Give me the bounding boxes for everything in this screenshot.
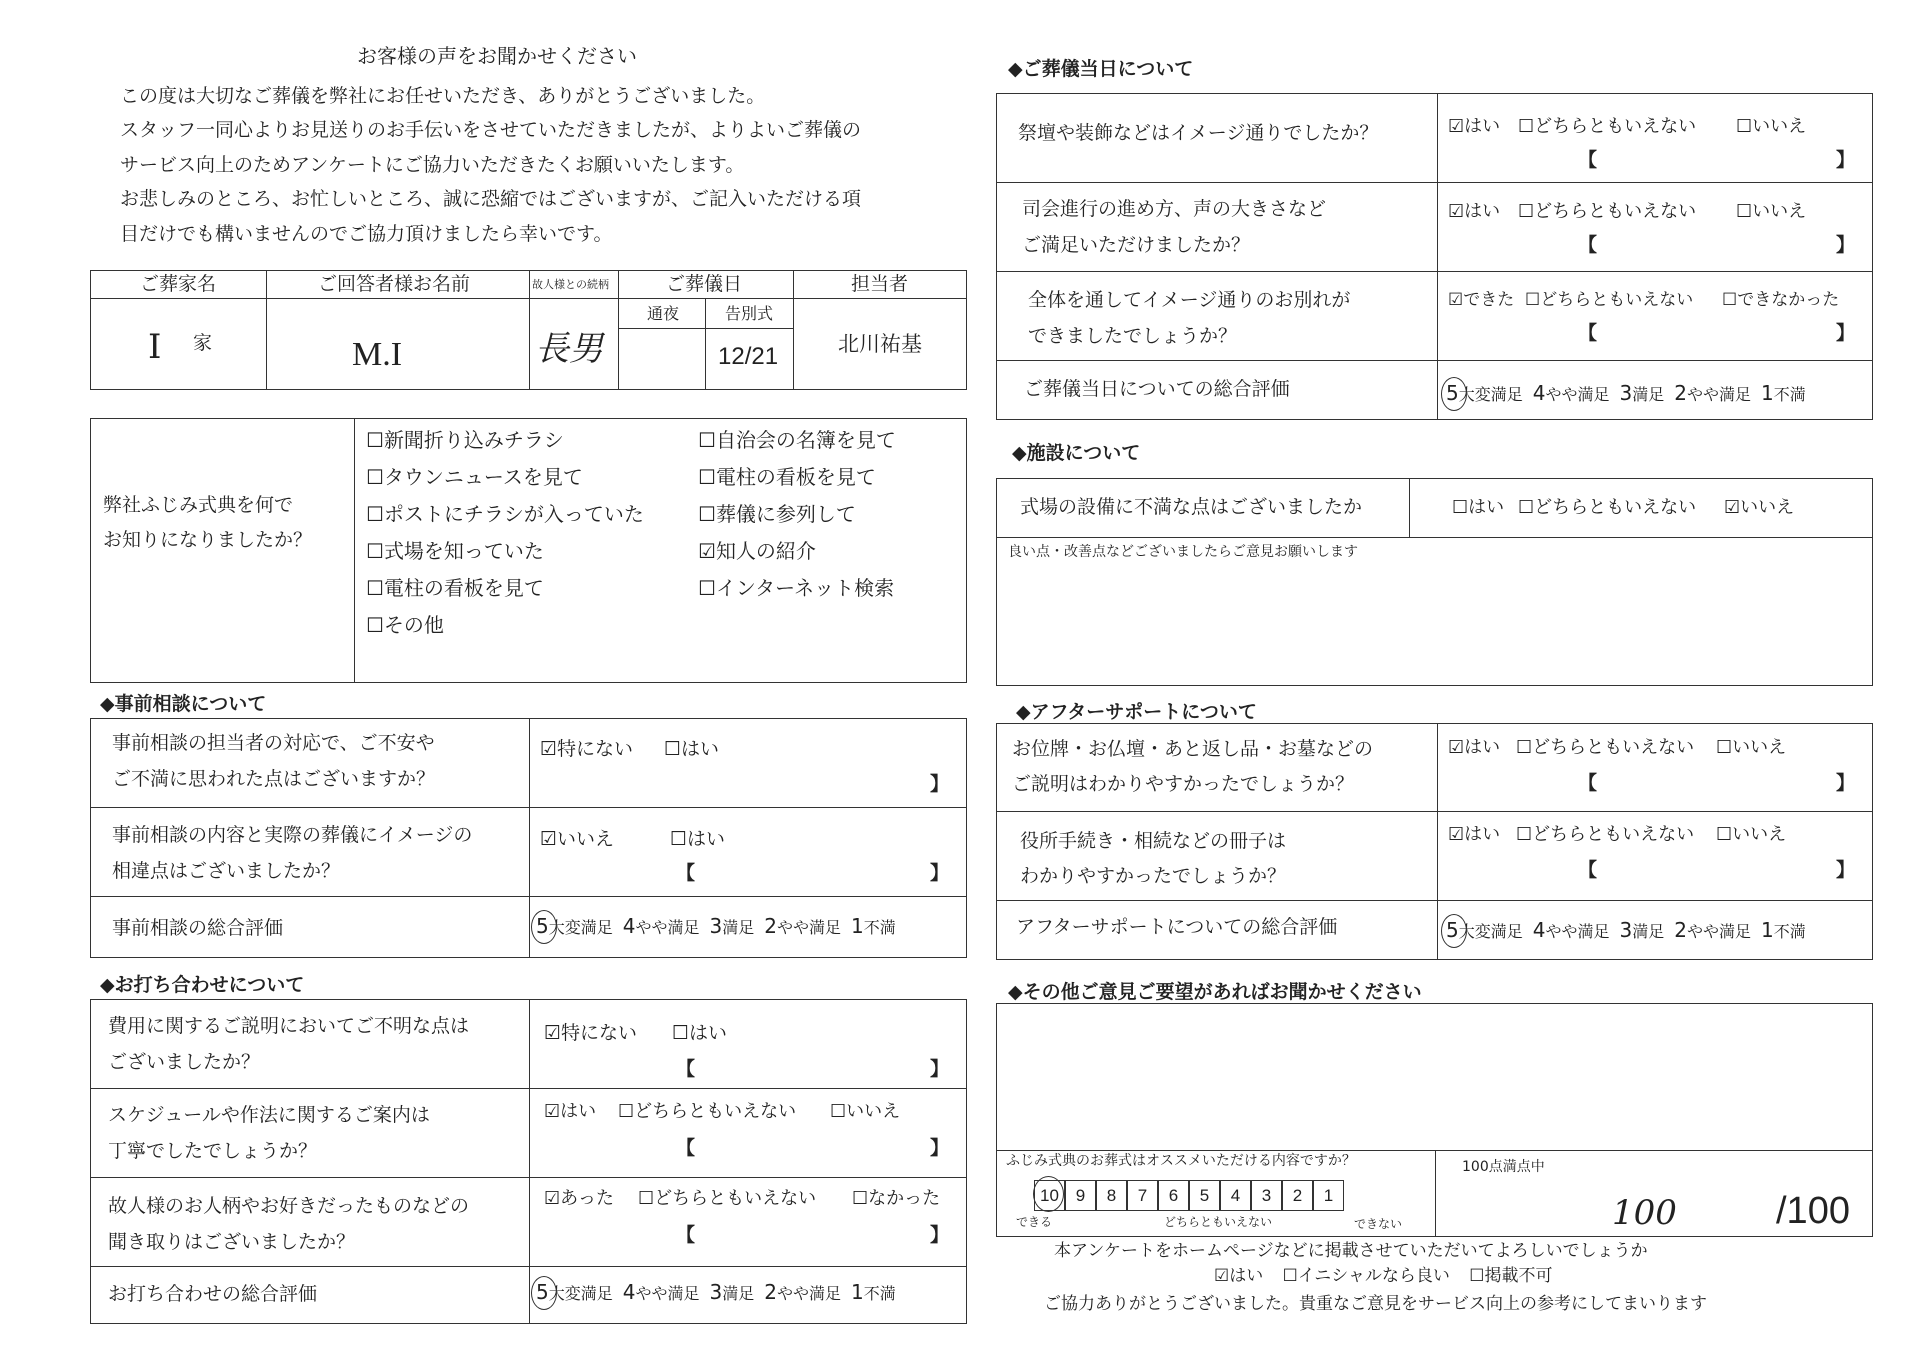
meeting-q2-line-1: スケジュールや作法に関するご案内は <box>108 1104 430 1126</box>
scale-box-9[interactable]: 9 <box>1065 1180 1096 1211</box>
header-respondent: ご回答者様お名前 <box>318 273 471 295</box>
meeting-q3-answer-c-label: なかった <box>868 1188 941 1209</box>
meeting-heading: ◆お打ち合わせについて <box>100 974 305 996</box>
dayof-q3-answer-a[interactable] <box>1448 292 1514 309</box>
dayof-q2-answer-neutral-checkbox[interactable]: ☐ <box>1518 201 1535 222</box>
header-funeral-date: ご葬儀日 <box>666 273 743 295</box>
consult-rating-number-5: 5 <box>536 914 549 938</box>
scale-right-label: できない <box>1354 1217 1403 1231</box>
source-option-6-label: その他 <box>383 613 444 637</box>
consult-q1-answer-b-label: はい <box>681 738 720 760</box>
after-rating-label-3: 満足 <box>1632 922 1665 941</box>
consult-q2-answer-a-label: いいえ <box>557 828 615 850</box>
scale-mid-label: どちらともいえない <box>1164 1215 1273 1229</box>
after-rating-number-3: 3 <box>1619 918 1633 942</box>
meeting-q1-answer-a[interactable] <box>544 1024 637 1043</box>
after-q2-answer-yes-checkbox[interactable]: ☑ <box>1448 824 1465 845</box>
facility-answer-yes[interactable] <box>1452 499 1504 517</box>
header-wake: 通夜 <box>647 304 680 323</box>
source-option-8[interactable] <box>698 467 876 487</box>
facility-heading: ◆施設について <box>1012 442 1141 464</box>
consult-rating-label-1: 不満 <box>863 918 896 937</box>
meeting-q3-bracket-open: 【 <box>676 1224 696 1246</box>
publish-no-label: 掲載不可 <box>1484 1266 1553 1286</box>
after-q2-answer-neutral[interactable] <box>1516 826 1694 844</box>
source-option-9-checkbox[interactable]: ☐ <box>698 502 716 526</box>
meeting-q3-answer-c-checkbox[interactable]: ☐ <box>852 1188 869 1209</box>
source-option-3[interactable] <box>366 504 644 524</box>
dayof-q3-answer-c-checkbox[interactable]: ☐ <box>1722 290 1738 310</box>
meeting-rating-label-2: やや満足 <box>776 1284 841 1303</box>
dayof-q2-answer-yes-checkbox[interactable]: ☑ <box>1448 201 1465 222</box>
source-option-3-checkbox[interactable]: ☐ <box>366 502 384 526</box>
source-option-5[interactable] <box>366 578 544 598</box>
meeting-q3-answer-b[interactable] <box>638 1190 816 1208</box>
dayof-q2-answer-yes-label: はい <box>1464 201 1501 222</box>
meeting-q2-answer-a-label: はい <box>560 1101 597 1122</box>
meeting-q2-answer-c[interactable] <box>830 1103 900 1121</box>
source-option-1[interactable] <box>366 430 564 450</box>
dayof-rating-option-1[interactable] <box>1761 381 1806 405</box>
source-option-7[interactable] <box>698 430 896 450</box>
meeting-rating-label-4: やや満足 <box>635 1284 700 1303</box>
source-option-1-label: 新聞折り込みチラシ <box>383 428 564 452</box>
consult-q1-answer-b[interactable] <box>664 740 719 759</box>
scale-box-1[interactable]: 1 <box>1313 1180 1344 1211</box>
dayof-q2-answer-no-label: いいえ <box>1752 201 1807 222</box>
meeting-q3-answer-a-checkbox[interactable]: ☑ <box>544 1188 561 1209</box>
other-heading: ◆その他ご意見ご要望があればお聞かせください <box>1008 981 1422 1003</box>
meeting-q1-bracket-close: 】 <box>930 1058 950 1080</box>
source-option-2-label: タウンニュースを見て <box>383 465 583 489</box>
dayof-rating-label-1: 不満 <box>1773 385 1806 404</box>
publish-yes-label: はい <box>1229 1266 1264 1286</box>
header-funeral-ceremony: 告別式 <box>725 304 774 323</box>
dayof-q3-bracket-open: 【 <box>1578 322 1598 344</box>
consult-q2-answer-b-checkbox[interactable]: ☐ <box>670 828 688 850</box>
source-option-8-checkbox[interactable]: ☐ <box>698 465 716 489</box>
dayof-rating-option-2[interactable] <box>1674 381 1751 405</box>
publish-initial-box[interactable]: ☐ <box>1282 1266 1298 1286</box>
after-rating-option-3[interactable] <box>1619 918 1665 942</box>
consult-q1-line-1: 事前相談の担当者の対応で、ご不安や <box>112 732 435 754</box>
source-option-7-label: 自治会の名簿を見て <box>715 428 896 452</box>
dayof-q2-line-1: 司会進行の進め方、声の大きさなど <box>1022 198 1327 220</box>
consult-rating-option-4[interactable] <box>622 914 700 938</box>
funeral-date-value: 12/21 <box>718 343 779 370</box>
meeting-q1-answer-a-label: 特にない <box>561 1022 638 1044</box>
dayof-rating-selected-circle-icon <box>1441 377 1467 411</box>
consult-heading: ◆事前相談について <box>100 693 267 715</box>
after-q2-bracket-open: 【 <box>1578 859 1598 881</box>
meeting-q3-answer-b-checkbox[interactable]: ☐ <box>638 1188 655 1209</box>
intro-line-2: スタッフ一同心よりお見送りのお手伝いをさせていただきましたが、よりよいご葬儀の <box>120 119 862 141</box>
facility-answer-neutral-checkbox[interactable]: ☐ <box>1518 497 1535 518</box>
respondent-name: M.I <box>352 336 403 373</box>
after-q2-answer-neutral-label: どちらともいえない <box>1532 824 1695 845</box>
meeting-rating-number-2: 2 <box>764 1280 777 1304</box>
scale-box-4[interactable]: 4 <box>1220 1180 1251 1211</box>
meeting-q3-answer-c[interactable] <box>852 1190 940 1208</box>
dayof-rating-label-3: 満足 <box>1632 385 1665 404</box>
meeting-q2-answer-c-label: いいえ <box>846 1101 901 1122</box>
after-q3: アフターサポートについての総合評価 <box>1016 916 1338 938</box>
meeting-q2-answer-b-checkbox[interactable]: ☐ <box>618 1101 635 1122</box>
source-option-10-label: 知人の紹介 <box>715 539 816 563</box>
after-q1-answer-no-checkbox[interactable]: ☐ <box>1716 737 1733 758</box>
after-rating-label-1: 不満 <box>1773 922 1806 941</box>
dayof-q1-answer-yes-label: はい <box>1464 116 1501 137</box>
after-heading: ◆アフターサポートについて <box>1016 701 1257 723</box>
meeting-rating-number-5: 5 <box>536 1280 549 1304</box>
header-family: ご葬家名 <box>140 273 217 295</box>
dayof-rating-label-4: やや満足 <box>1545 385 1610 404</box>
scale-left-label: できる <box>1016 1215 1053 1229</box>
after-rating-selected-circle-icon <box>1441 914 1467 948</box>
recommend-question: ふじみ式典のお葬式はオススメいただける内容ですか？ <box>1006 1153 1356 1169</box>
consult-q2-bracket-open: 【 <box>676 862 696 884</box>
scale-selected-circle-icon <box>1033 1176 1064 1212</box>
source-option-4[interactable] <box>366 541 544 561</box>
dayof-q2-line-2: ご満足いただけましたか？ <box>1022 234 1251 256</box>
consult-rating-option-2[interactable] <box>764 914 841 938</box>
facility-note: 良い点・改善点などございましたらご意見お願いします <box>1008 544 1358 560</box>
source-option-6[interactable] <box>366 615 444 635</box>
after-q1-line-2: ご説明はわかりやすかったでしょうか？ <box>1012 773 1355 795</box>
family-initial: I <box>148 327 162 367</box>
source-option-6-checkbox[interactable]: ☐ <box>366 613 384 637</box>
consult-q2-answer-a[interactable] <box>540 830 614 849</box>
dayof-q1-answer-neutral-label: どちらともいえない <box>1534 116 1697 137</box>
after-rating <box>1446 920 1806 941</box>
meeting-q2-answer-a[interactable] <box>544 1103 596 1121</box>
header-staff: 担当者 <box>851 273 909 295</box>
meeting-q3-bracket-close: 】 <box>930 1224 950 1246</box>
consult-q1-bracket-close: 】 <box>930 773 950 795</box>
consult-rating-option-5[interactable] <box>536 914 613 938</box>
source-question-line-1: 弊社ふじみ式典を何で <box>103 494 294 516</box>
dayof-q2-bracket-open: 【 <box>1578 234 1598 256</box>
consult-rating-label-4: やや満足 <box>635 918 700 937</box>
meeting-rating-number-3: 3 <box>709 1280 723 1304</box>
meeting-q4: お打ち合わせの総合評価 <box>108 1283 318 1305</box>
meeting-q2-answer-a-checkbox[interactable]: ☑ <box>544 1101 561 1122</box>
consult-rating-number-1: 1 <box>851 914 864 938</box>
meeting-rating <box>536 1282 896 1303</box>
meeting-q1-answer-b[interactable] <box>672 1024 727 1043</box>
source-option-4-label: 式場を知っていた <box>383 539 544 563</box>
dayof-rating-number-2: 2 <box>1674 381 1687 405</box>
meeting-rating-label-5: 大変満足 <box>548 1284 613 1303</box>
meeting-rating-option-3[interactable] <box>709 1280 755 1304</box>
dayof-q1-answer-no-checkbox[interactable]: ☐ <box>1736 116 1753 137</box>
scale-box-5[interactable]: 5 <box>1189 1180 1220 1211</box>
scale-box-8[interactable]: 8 <box>1096 1180 1127 1211</box>
facility-answer-no-checkbox[interactable]: ☑ <box>1724 497 1741 518</box>
after-q2-line-2: わかりやすかったでしょうか？ <box>1020 865 1287 887</box>
meeting-rating-number-1: 1 <box>851 1280 864 1304</box>
dayof-q2-answer-neutral[interactable] <box>1518 203 1696 221</box>
dayof-q2-answer-no[interactable] <box>1736 203 1806 221</box>
scale-box-10[interactable]: 10 <box>1034 1180 1065 1211</box>
consult-rating-number-3: 3 <box>709 914 723 938</box>
consult-rating <box>536 916 896 937</box>
scale-box-2[interactable]: 2 <box>1282 1180 1313 1211</box>
source-option-11-checkbox[interactable]: ☐ <box>698 576 716 600</box>
source-option-9-label: 葬儀に参列して <box>715 502 856 526</box>
consult-rating-label-2: やや満足 <box>776 918 841 937</box>
dayof-rating-option-3[interactable] <box>1619 381 1665 405</box>
meeting-q2-answer-b-label: どちらともいえない <box>634 1101 797 1122</box>
dayof-q3-answer-c-label: できなかった <box>1737 290 1840 310</box>
consult-q1-answer-a-checkbox[interactable]: ☑ <box>540 738 558 760</box>
intro-line-4: お悲しみのところ、お忙しいところ、誠に恐縮ではございますが、ご記入いただける項 <box>120 188 862 210</box>
after-rating-label-4: やや満足 <box>1545 922 1610 941</box>
score-label: 100点満点中 <box>1462 1159 1545 1175</box>
dayof-heading: ◆ご葬儀当日について <box>1008 58 1194 80</box>
dayof-q4: ご葬儀当日についての総合評価 <box>1024 378 1290 400</box>
dayof-q1-answer-yes[interactable] <box>1448 118 1500 136</box>
facility-answer-neutral-label: どちらともいえない <box>1534 497 1697 518</box>
intro-line-5: 目だけでも構いませんのでご協力頂けましたら幸いです。 <box>120 223 613 245</box>
meeting-rating-selected-circle-icon <box>531 1276 557 1310</box>
meeting-rating-number-4: 4 <box>622 1280 636 1304</box>
source-option-10-checkbox[interactable]: ☑ <box>698 539 716 563</box>
after-q1-line-1: お位牌・お仏壇・あと返し品・お墓などの <box>1012 738 1374 760</box>
after-q1-answer-yes[interactable] <box>1448 739 1500 757</box>
source-option-7-checkbox[interactable]: ☐ <box>698 428 716 452</box>
publish-yes-box[interactable]: ☑ <box>1214 1266 1230 1286</box>
consult-q2-answer-b-label: はい <box>687 828 726 850</box>
after-q1-answer-yes-label: はい <box>1464 737 1501 758</box>
consult-q2-bracket-close: 】 <box>930 862 950 884</box>
source-option-9[interactable] <box>698 504 856 524</box>
dayof-q2-answer-yes[interactable] <box>1448 203 1500 221</box>
after-q2-answer-neutral-checkbox[interactable]: ☐ <box>1516 824 1533 845</box>
source-option-3-label: ポストにチラシが入っていた <box>383 502 644 526</box>
dayof-q2-answer-no-checkbox[interactable]: ☐ <box>1736 201 1753 222</box>
consult-q2-answer-b[interactable] <box>670 830 725 849</box>
publish-question: 本アンケートをホームページなどに掲載させていただいてよろしいでしょうか <box>1054 1241 1648 1261</box>
scale-box-6[interactable]: 6 <box>1158 1180 1189 1211</box>
dayof-q1-bracket-open: 【 <box>1578 149 1598 171</box>
after-q1-answer-neutral[interactable] <box>1516 739 1694 757</box>
consult-q2-answer-a-checkbox[interactable]: ☑ <box>540 828 558 850</box>
dayof-q3-line-1: 全体を通してイメージ通りのお別れが <box>1028 289 1351 311</box>
consult-q1-line-2: ご不満に思われた点はございますか？ <box>112 768 436 790</box>
dayof-q3-bracket-close: 】 <box>1836 322 1856 344</box>
meeting-q2-bracket-close: 】 <box>930 1137 950 1159</box>
meeting-rating-option-5[interactable] <box>536 1280 613 1304</box>
after-rating-number-5: 5 <box>1446 918 1459 942</box>
family-suffix: 家 <box>193 332 213 354</box>
score-value: 100 <box>1612 1193 1677 1233</box>
consult-q2-line-2: 相違点はございましたか？ <box>112 860 341 882</box>
source-option-11[interactable] <box>698 578 894 598</box>
dayof-rating-number-5: 5 <box>1446 381 1459 405</box>
after-q1-answer-neutral-checkbox[interactable]: ☐ <box>1516 737 1533 758</box>
meeting-q2-answer-c-checkbox[interactable]: ☐ <box>830 1101 847 1122</box>
after-q2-answer-yes[interactable] <box>1448 826 1500 844</box>
after-rating-number-1: 1 <box>1761 918 1774 942</box>
dayof-q3-answer-c[interactable] <box>1722 292 1839 309</box>
consult-q3: 事前相談の総合評価 <box>112 917 284 939</box>
dayof-q3-answer-a-checkbox[interactable]: ☑ <box>1448 290 1464 310</box>
meeting-rating-option-2[interactable] <box>764 1280 841 1304</box>
source-option-10[interactable] <box>698 541 816 561</box>
source-option-8-label: 電柱の看板を見て <box>715 465 876 489</box>
meeting-q1-line-2: ございましたか？ <box>108 1051 261 1073</box>
publish-options <box>1214 1268 1553 1285</box>
consult-rating-selected-circle-icon <box>531 910 557 944</box>
after-q2-answer-no-checkbox[interactable]: ☐ <box>1716 824 1733 845</box>
meeting-q1-answer-b-checkbox[interactable]: ☐ <box>672 1022 690 1044</box>
after-q1-answer-yes-checkbox[interactable]: ☑ <box>1448 737 1465 758</box>
consult-q2-line-1: 事前相談の内容と実際の葬儀にイメージの <box>112 824 473 846</box>
consult-rating-number-4: 4 <box>622 914 636 938</box>
dayof-q1-bracket-close: 】 <box>1836 149 1856 171</box>
meeting-q1-line-1: 費用に関するご説明においてご不明な点は <box>108 1015 470 1037</box>
dayof-q1: 祭壇や装飾などはイメージ通りでしたか？ <box>1018 122 1379 144</box>
survey-title: お客様の声をお聞かせください <box>357 44 637 68</box>
after-rating-number-2: 2 <box>1674 918 1687 942</box>
after-q1-answer-no[interactable] <box>1716 739 1786 757</box>
dayof-q1-answer-no[interactable] <box>1736 118 1806 136</box>
dayof-rating <box>1446 383 1806 404</box>
after-rating-number-4: 4 <box>1532 918 1546 942</box>
facility-answer-yes-label: はい <box>1468 497 1505 518</box>
facility-answer-neutral[interactable] <box>1518 499 1696 517</box>
after-rating-option-2[interactable] <box>1674 918 1751 942</box>
meeting-q3-line-2: 聞き取りはございましたか？ <box>108 1231 356 1253</box>
after-rating-option-4[interactable] <box>1532 918 1610 942</box>
source-option-5-label: 電柱の看板を見て <box>383 576 544 600</box>
source-option-2[interactable] <box>366 467 583 487</box>
source-option-5-checkbox[interactable]: ☐ <box>366 576 384 600</box>
consult-rating-option-3[interactable] <box>709 914 755 938</box>
header-relation: 故人様との続柄 <box>532 278 609 291</box>
dayof-rating-number-3: 3 <box>1619 381 1633 405</box>
meeting-q3-answer-b-label: どちらともいえない <box>654 1188 817 1209</box>
dayof-q3-answer-b-checkbox[interactable]: ☐ <box>1525 290 1541 310</box>
dayof-rating-option-5[interactable] <box>1446 381 1523 405</box>
after-q1-bracket-open: 【 <box>1578 772 1598 794</box>
consult-rating-number-2: 2 <box>764 914 777 938</box>
meeting-q2-bracket-open: 【 <box>676 1137 696 1159</box>
score-max: /100 <box>1776 1190 1850 1232</box>
facility-q1: 式場の設備に不満な点はございましたか <box>1020 496 1363 518</box>
publish-initial-label: イニシャルなら良い <box>1297 1266 1450 1286</box>
dayof-q2-bracket-close: 】 <box>1836 234 1856 256</box>
after-q2-answer-yes-label: はい <box>1464 824 1501 845</box>
dayof-q1-answer-no-label: いいえ <box>1752 116 1807 137</box>
consult-q1-answer-b-checkbox[interactable]: ☐ <box>664 738 682 760</box>
dayof-q1-answer-yes-checkbox[interactable]: ☑ <box>1448 116 1465 137</box>
after-rating-label-2: やや満足 <box>1686 922 1751 941</box>
meeting-rating-option-1[interactable] <box>851 1280 896 1304</box>
after-q2-bracket-close: 】 <box>1836 859 1856 881</box>
meeting-rating-option-4[interactable] <box>622 1280 700 1304</box>
consult-q1-answer-a[interactable] <box>540 740 633 759</box>
after-q1-answer-no-label: いいえ <box>1732 737 1787 758</box>
dayof-rating-number-1: 1 <box>1761 381 1774 405</box>
after-q2-answer-no-label: いいえ <box>1732 824 1787 845</box>
dayof-q3-answer-a-label: できた <box>1463 290 1515 310</box>
meeting-q3-answer-a[interactable] <box>544 1190 614 1208</box>
publish-no-box[interactable]: ☐ <box>1469 1266 1485 1286</box>
dayof-q1-answer-neutral[interactable] <box>1518 118 1696 136</box>
dayof-q1-answer-neutral-checkbox[interactable]: ☐ <box>1518 116 1535 137</box>
dayof-q3-line-2: できましたでしょうか？ <box>1028 325 1238 347</box>
dayof-q2-answer-neutral-label: どちらともいえない <box>1534 201 1697 222</box>
source-question-line-2: お知りになりましたか？ <box>103 529 313 551</box>
dayof-rating-label-2: やや満足 <box>1686 385 1751 404</box>
thanks-message: ご協力ありがとうございました。貴重なご意見をサービス向上の参考にしてまいります <box>1044 1294 1707 1314</box>
staff-name: 北川祐基 <box>838 332 922 356</box>
meeting-q3-answer-a-label: あった <box>560 1188 614 1209</box>
meeting-q2-line-2: 丁寧でしたでしょうか？ <box>108 1140 318 1162</box>
after-q2-answer-no[interactable] <box>1716 826 1786 844</box>
consult-rating-label-5: 大変満足 <box>548 918 613 937</box>
after-rating-label-5: 大変満足 <box>1458 922 1523 941</box>
after-rating-option-1[interactable] <box>1761 918 1806 942</box>
facility-answer-no-label: いいえ <box>1740 497 1795 518</box>
source-option-1-checkbox[interactable]: ☐ <box>366 428 384 452</box>
facility-answer-no[interactable] <box>1724 499 1794 517</box>
after-rating-option-5[interactable] <box>1446 918 1523 942</box>
dayof-rating-number-4: 4 <box>1532 381 1546 405</box>
meeting-q3-line-1: 故人様のお人柄やお好きだったものなどの <box>108 1195 470 1217</box>
dayof-q3-answer-b-label: どちらともいえない <box>1540 290 1694 310</box>
after-q1-answer-neutral-label: どちらともいえない <box>1532 737 1695 758</box>
consult-rating-label-3: 満足 <box>722 918 755 937</box>
after-q1-bracket-close: 】 <box>1836 772 1856 794</box>
intro-line-1: この度は大切なご葬儀を弊社にお任せいただき、ありがとうございました。 <box>120 85 766 107</box>
after-q2-line-1: 役所手続き・相続などの冊子は <box>1020 830 1287 852</box>
scale-box-7[interactable]: 7 <box>1127 1180 1158 1211</box>
consult-q1-answer-a-label: 特にない <box>557 738 634 760</box>
meeting-q1-answer-a-checkbox[interactable]: ☑ <box>544 1022 562 1044</box>
source-option-4-checkbox[interactable]: ☐ <box>366 539 384 563</box>
relation-value: 長男 <box>535 329 603 369</box>
meeting-q1-bracket-open: 【 <box>676 1058 696 1080</box>
consult-rating-option-1[interactable] <box>851 914 896 938</box>
source-option-2-checkbox[interactable]: ☐ <box>366 465 384 489</box>
source-option-11-label: インターネット検索 <box>715 576 895 600</box>
meeting-rating-label-3: 満足 <box>722 1284 755 1303</box>
meeting-q1-answer-b-label: はい <box>689 1022 728 1044</box>
dayof-q3-answer-b[interactable] <box>1525 292 1693 309</box>
dayof-rating-option-4[interactable] <box>1532 381 1610 405</box>
facility-answer-yes-checkbox[interactable]: ☐ <box>1452 497 1469 518</box>
scale-box-3[interactable]: 3 <box>1251 1180 1282 1211</box>
meeting-rating-label-1: 不満 <box>863 1284 896 1303</box>
dayof-rating-label-5: 大変満足 <box>1458 385 1523 404</box>
meeting-q2-answer-b[interactable] <box>618 1103 796 1121</box>
intro-line-3: サービス向上のためアンケートにご協力いただきたくお願いいたします。 <box>120 154 745 176</box>
